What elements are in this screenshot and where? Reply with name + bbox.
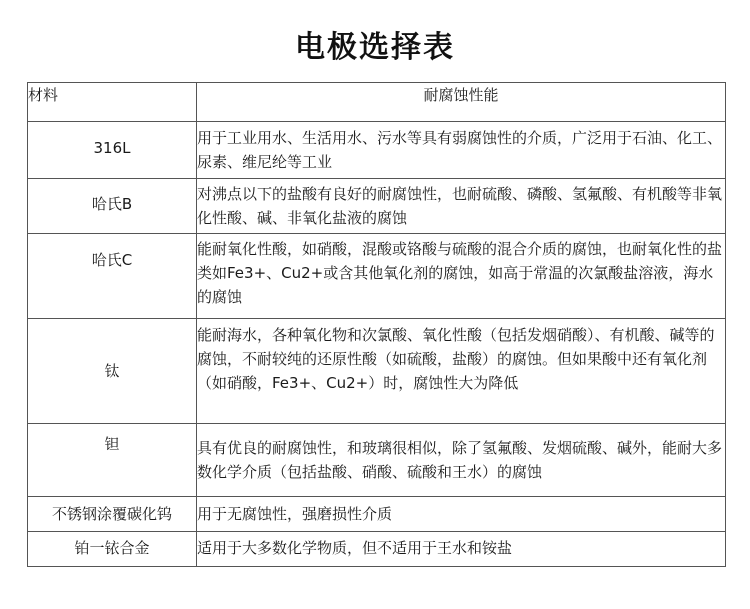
- material-cell: [28, 179, 197, 234]
- table-row: [28, 424, 726, 497]
- material-label: 铂一铱合金: [74, 539, 150, 557]
- material-cell: [28, 532, 197, 567]
- material-cell: [28, 319, 197, 424]
- material-label: 316L: [93, 139, 131, 157]
- property-text: 对沸点以下的盐酸有良好的耐腐蚀性，也耐硫酸、磷酸、氢氟酸、有机酸等非氧化性酸、碱、非氧化盐液的腐蚀: [197, 185, 723, 227]
- header-property: 耐腐蚀性能: [197, 83, 726, 122]
- electrode-selection-table: [27, 82, 726, 567]
- property-cell: [197, 122, 726, 179]
- table-row: [28, 532, 726, 567]
- property-cell: [197, 179, 726, 234]
- property-cell: [197, 424, 726, 497]
- property-cell: [197, 234, 726, 319]
- material-cell: [28, 497, 197, 532]
- property-text: 用于无腐蚀性，强磨损性介质: [197, 505, 393, 523]
- property-cell: [197, 497, 726, 532]
- table-row: [28, 179, 726, 234]
- property-text: 能耐氧化性酸，如硝酸，混酸或铬酸与硫酸的混合介质的腐蚀，也耐氧化性的盐类如Fe3+、Cu2+或含其他氧化剂的腐蚀，如高于常温的次氯酸盐溶液，海水的腐蚀: [197, 240, 723, 306]
- material-label: 哈氏B: [91, 195, 133, 213]
- material-label: 钽: [104, 435, 120, 453]
- property-text: 能耐海水，各种氧化物和次氯酸、氧化性酸（包括发烟硝酸）、有机酸、碱等的腐蚀，不耐较纯的还原性酸（如硫酸，盐酸）的腐蚀。但如果酸中还有氧化剂（如硝酸，Fe3+、Cu2+）时，腐蚀性大为降低: [197, 326, 715, 392]
- material-label: 钛: [104, 362, 120, 380]
- table-row: [28, 319, 726, 424]
- material-cell: [28, 234, 197, 319]
- material-label: 哈氏C: [91, 251, 133, 269]
- header-material: 材料: [28, 83, 197, 122]
- material-label: 不锈钢涂覆碳化钨: [51, 505, 172, 523]
- table-row: [28, 234, 726, 319]
- property-text: 具有优良的耐腐蚀性，和玻璃很相似，除了氢氟酸、发烟硫酸、碱外，能耐大多数化学介质（包括盐酸、硝酸、硫酸和王水）的腐蚀: [197, 439, 723, 481]
- table-row: [28, 122, 726, 179]
- table-row: [28, 497, 726, 532]
- property-cell: [197, 532, 726, 567]
- table-header-row: [28, 83, 726, 122]
- property-text: 适用于大多数化学物质，但不适用于王水和铵盐: [197, 539, 513, 557]
- page-title: 电极选择表: [295, 30, 455, 65]
- material-cell: [28, 122, 197, 179]
- property-text: 用于工业用水、生活用水、污水等具有弱腐蚀性的介质，广泛用于石油、化工、尿素、维尼纶等工业: [197, 129, 723, 171]
- material-cell: [28, 424, 197, 497]
- property-cell: [197, 319, 726, 424]
